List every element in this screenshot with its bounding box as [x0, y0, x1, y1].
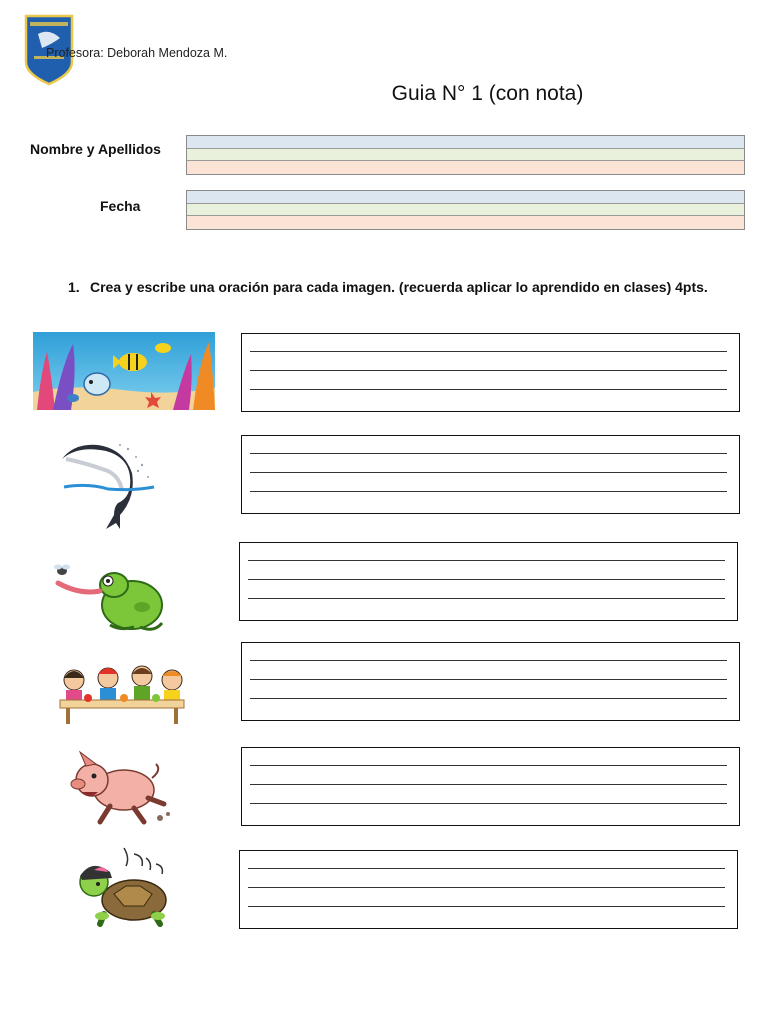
answer-box[interactable] — [241, 333, 740, 412]
answer-box[interactable] — [241, 747, 740, 826]
answer-line — [248, 598, 725, 599]
answer-line — [248, 560, 725, 561]
answer-line — [250, 389, 727, 390]
cool-turtle-with-cap-illustration — [74, 842, 174, 928]
answer-line — [248, 906, 725, 907]
answer-line — [250, 351, 727, 352]
field-band — [187, 204, 744, 217]
answer-box[interactable] — [241, 435, 740, 514]
answer-box[interactable] — [239, 542, 738, 621]
instruction-number: 1. — [68, 279, 80, 295]
answer-line — [250, 472, 727, 473]
answer-line — [250, 784, 727, 785]
whale-jumping-illustration — [58, 437, 156, 530]
ocean-fish-illustration — [33, 332, 215, 410]
answer-line — [248, 868, 725, 869]
field-band — [187, 216, 744, 229]
answer-box[interactable] — [239, 850, 738, 929]
field-band — [187, 191, 744, 204]
answer-box[interactable] — [241, 642, 740, 721]
answer-line — [250, 453, 727, 454]
field-band — [187, 136, 744, 149]
date-field-label: Fecha — [100, 198, 141, 214]
answer-line — [248, 887, 725, 888]
answer-line — [250, 803, 727, 804]
name-field[interactable] — [186, 135, 745, 175]
children-eating-at-table-illustration — [58, 662, 186, 726]
answer-line — [250, 660, 727, 661]
page-title: Guia N° 1 (con nota) — [391, 82, 584, 105]
date-field[interactable] — [186, 190, 745, 230]
field-band — [187, 161, 744, 174]
answer-line — [250, 491, 727, 492]
answer-line — [250, 370, 727, 371]
name-field-label: Nombre y Apellidos — [30, 141, 161, 157]
running-pig-illustration — [64, 748, 174, 828]
teacher-name: Profesora: Deborah Mendoza M. — [46, 46, 228, 60]
instruction — [68, 279, 708, 295]
field-band — [187, 149, 744, 162]
frog-catching-fly-illustration — [50, 561, 166, 635]
instruction-text: Crea y escribe una oración para cada imagen. (recuerda aplicar lo aprendido en clases) 4pts. — [90, 279, 708, 295]
answer-line — [248, 579, 725, 580]
answer-line — [250, 698, 727, 699]
answer-line — [250, 679, 727, 680]
answer-line — [250, 765, 727, 766]
